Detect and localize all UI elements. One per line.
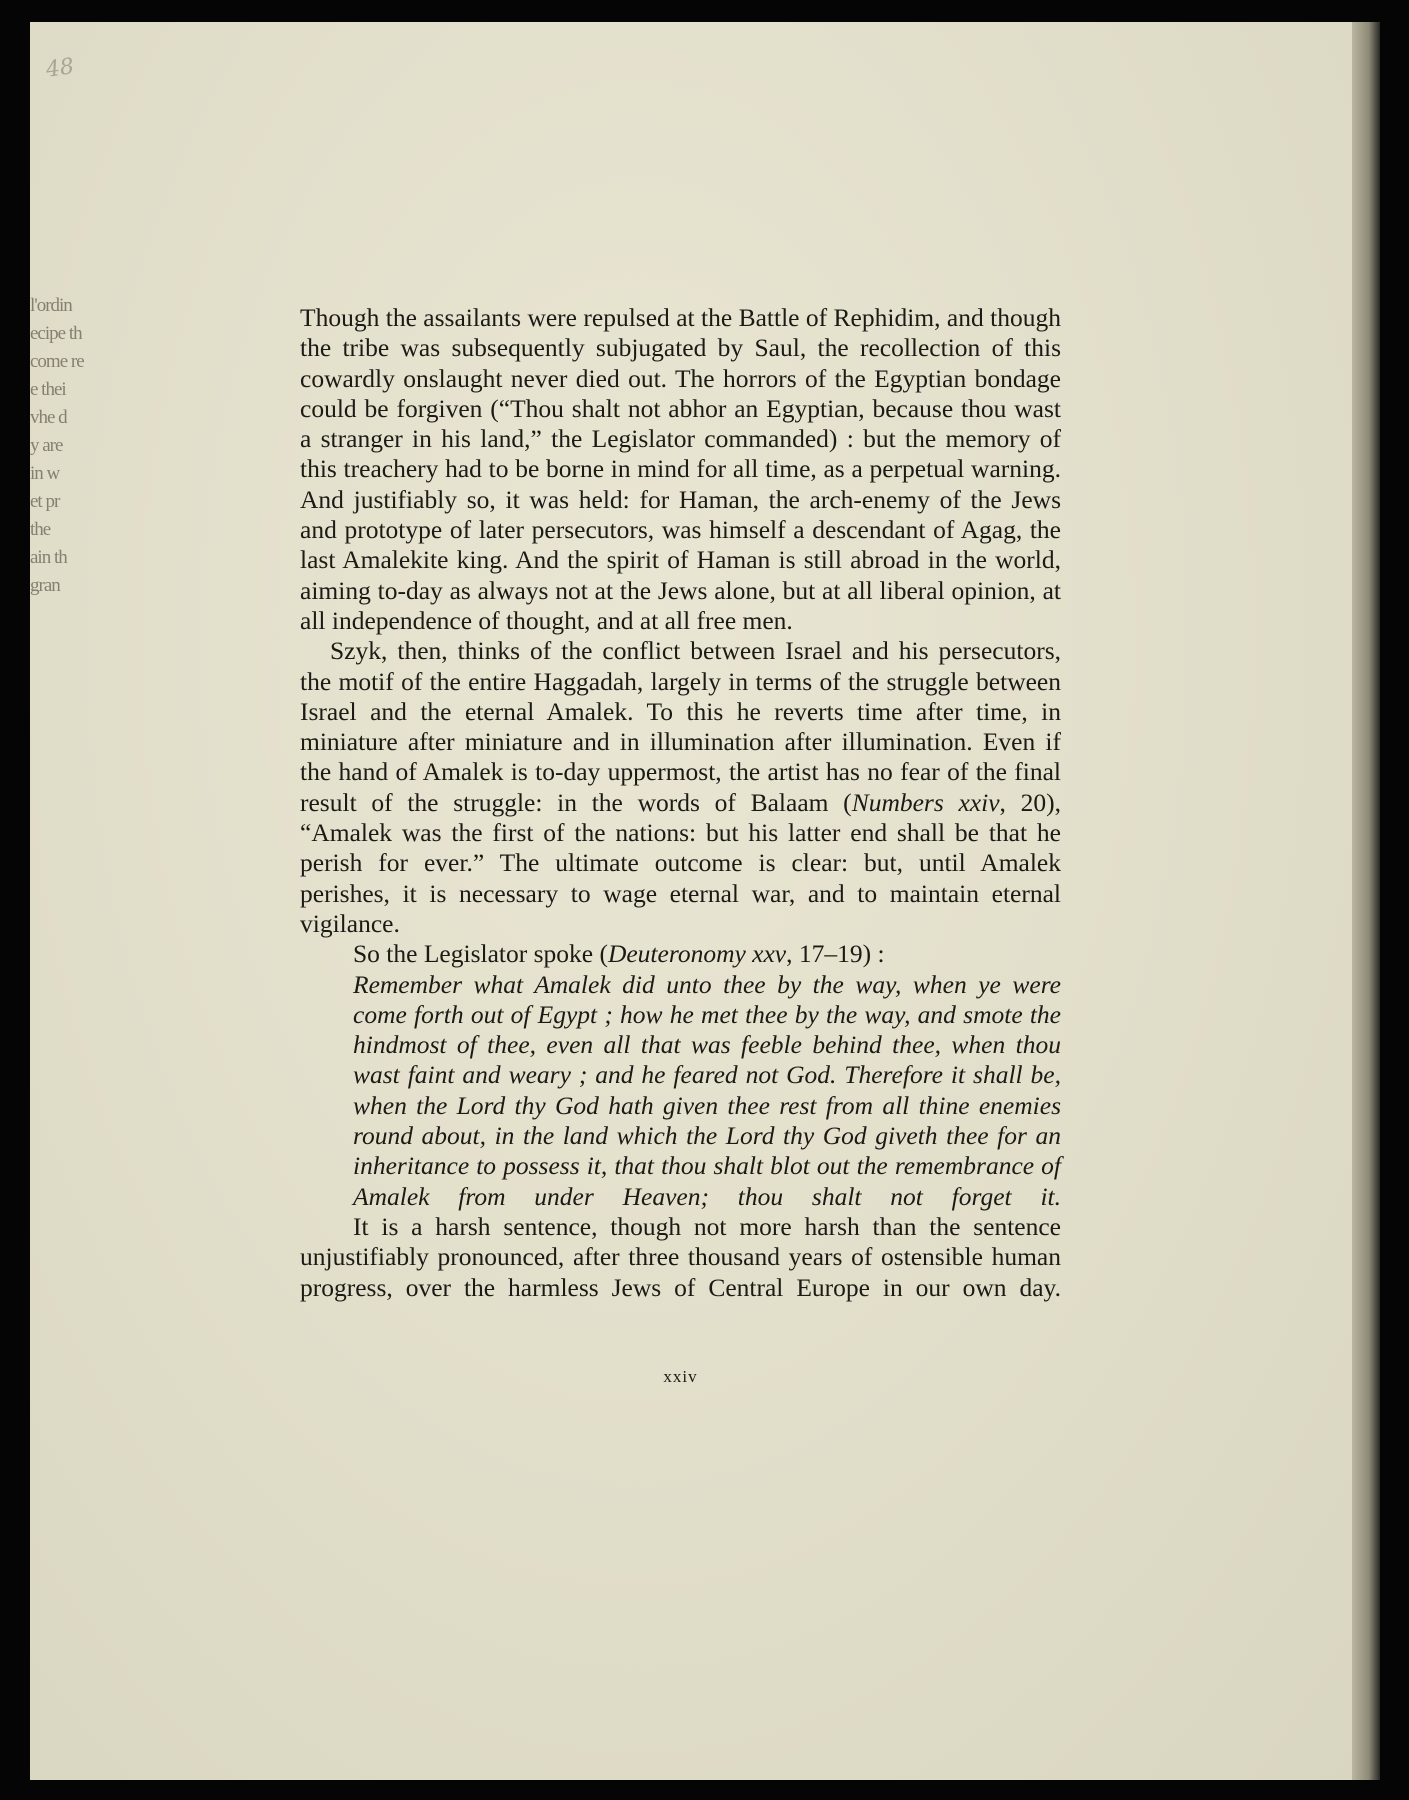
- bleed-line: come re: [30, 351, 84, 372]
- paragraph-legislator-part-1: So the Legislator spoke (: [353, 939, 608, 969]
- paragraph-szyk-part-2: , 20), “Amalek was the first of the nations: but his latter end shall be that he perish for ever.” The ultimate outcome is clear: but, until Amalek perishes, it is necessary to wage eternal war, and to maintain eternal vigilance.: [300, 787, 1062, 938]
- paragraph-harsh-sentence: It is a harsh sentence, though not more harsh than the sentence unjustifiably pronounced, after three thousand years of ostensible human progress, over the harmless Jews of Central Europe in our own day.: [300, 1211, 1061, 1302]
- pencil-page-mark: 48: [44, 54, 76, 83]
- bleed-line: l'ordin: [30, 295, 72, 316]
- bleed-line: ecipe th: [30, 323, 82, 344]
- paragraph-legislator-part-2: , 17–19) :: [786, 939, 885, 969]
- citation-deuteronomy: Deuteronomy xxv: [607, 939, 787, 969]
- bleed-line: vhe d: [30, 407, 67, 428]
- adjacent-page-bleed: [30, 292, 84, 852]
- page-edge: [1352, 22, 1380, 1780]
- bleed-line: et pr: [30, 491, 60, 512]
- scripture-quote: Remember what Amalek did unto thee by the way, when ye were come forth out of Egypt ; how he met thee by the way, and smote the hindmost of thee, even all that was feeble behind thee, when thou wast faint and weary ; and he feared not God. Therefore it shall be, when the Lord thy God hath given thee rest from all thine enemies round about, in the land which the Lord thy God giveth thee for an inheritance to possess it, that thou shalt blot out the remembrance of Amalek from under Heaven; thou shalt not forget it.: [353, 969, 1061, 1211]
- paragraph-szyk-part-1: Szyk, then, thinks of the conflict between Israel and his persecutors, the motif of the entire Haggadah, largely in terms of the struggle between Israel and the eternal Amalek. To this he reverts time after time, in miniature after miniature and in illumination after illumination. Even if the hand of Amalek is to-day uppermost, the artist has no fear of the final result of the struggle: in the words of Balaam (: [300, 636, 1061, 817]
- bleed-line: gran: [30, 575, 60, 596]
- bleed-line: the: [30, 519, 51, 540]
- paragraph-legislator: [300, 939, 1061, 969]
- bleed-line: in w: [30, 463, 60, 484]
- paragraph-szyk: [300, 636, 1061, 939]
- bleed-line: e thei: [30, 379, 66, 400]
- folio-page-number: xxiv: [663, 1367, 698, 1386]
- bleed-line: ain th: [30, 547, 67, 568]
- paragraph-rephidim: Though the assailants were repulsed at the Battle of Rephidim, and though the tribe was subsequently subjugated by Saul, the recollection of this cowardly onslaught never died out. The horrors of the Egyptian bondage could be forgiven (“Thou shalt not abhor an Egyptian, because thou wast a stranger in his land,” the Legislator commanded) : but the memory of this treachery had to be borne in mind for all time, as a perpetual warning. And justifiably so, it was held: for Haman, the arch-enemy of the Jews and prototype of later persecutors, was himself a descendant of Agag, the last Amalekite king. And the spirit of Haman is still abroad in the world, aiming to-day as always not at the Jews alone, but at all liberal opinion, at all independence of thought, and at all free men.: [300, 303, 1061, 635]
- bleed-line: y are: [30, 435, 63, 456]
- citation-numbers: Numbers xxiv: [851, 787, 1000, 817]
- body-text: [300, 303, 1061, 1303]
